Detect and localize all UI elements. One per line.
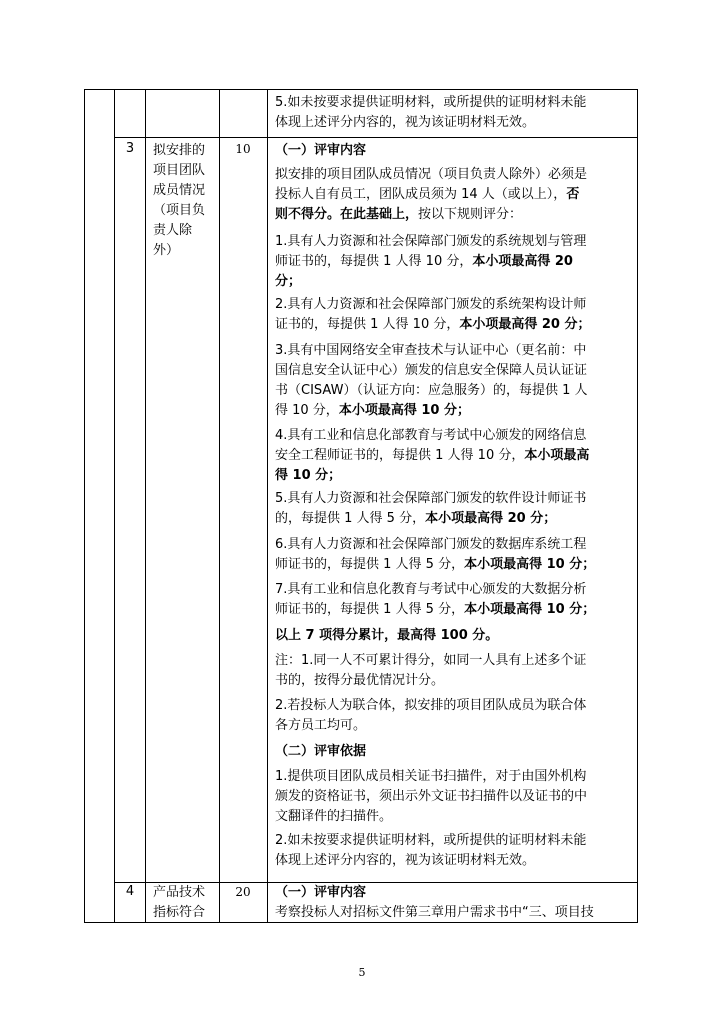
scoring-total: 以上 7 项得分累计，最高得 100 分。 (275, 628, 499, 643)
row-3-criterion-name (153, 141, 205, 261)
row-4-content: （一）评审内容 考察投标人对招标文件第三章用户需求书中“三、项目技 (275, 885, 594, 920)
continuation-cell (275, 93, 637, 133)
continuation-line: 体现上述评分内容的，视为该证明材料无效。 (275, 115, 536, 130)
table-top-border (84, 89, 638, 90)
table-border-right (637, 89, 638, 923)
row-3-seq: 3 (125, 141, 135, 156)
scoring-item-4: 4.具有工业和信息化部教育与考试中心颁发的网络信息 安全工程师证书的，每提供 1 人得 10 分，本小项最高 得 10 分； (275, 428, 590, 483)
criterion-name-line: 责人除 (153, 223, 193, 238)
row-4-criterion-name (153, 883, 205, 923)
row-4-seq: 4 (125, 884, 135, 899)
criterion-name-line: 拟安排的 (153, 143, 206, 158)
scoring-item-7: 7.具有工业和信息化教育与考试中心颁发的大数据分析 师证书的，每提供 1 人得 5 分，本小项最高得 10 分； (275, 582, 596, 617)
note-2: 2.若投标人为联合体，拟安排的项目团队成员为联合体 各方员工均可。 (275, 698, 587, 733)
criterion-name-line: 项目团队 (153, 163, 206, 178)
criterion-name-line: 外） (153, 243, 180, 258)
col-divider-4 (267, 89, 268, 923)
scoring-item-2: 2.具有人力资源和社会保障部门颁发的系统架构设计师 证书的，每提供 1 人得 10 分，本小项最高得 20 分； (275, 297, 591, 332)
scoring-item-1: 1.具有人力资源和社会保障部门颁发的系统规划与管理 师证书的，每提供 1 人得 10 分，本小项最高得 20 分； (275, 234, 587, 289)
continuation-line: 5.如未按要求提供证明材料，或所提供的证明材料未能 (275, 95, 587, 110)
criterion-name-line: 成员情况 (153, 183, 206, 198)
scoring-item-3: 3.具有中国网络安全审查技术与认证中心（更名前：中 国信息安全认证中心）颁发的信息安全保障人员认证证 书（CISAW）（认证方向：应急服务）的，每提供 1 人 得 10 分，本小项最高得 10 分； (275, 343, 588, 418)
basis-1: 1.提供项目团队成员相关证书扫描件，对于由国外机构 颁发的资格证书，须出示外文证书扫描件以及证书的中 文翻译件的扫描件。 (275, 769, 588, 824)
row-4-score: 20 (235, 885, 251, 899)
page-number: 5 (358, 966, 366, 979)
scoring-item-6: 6.具有人力资源和社会保障部门颁发的数据库系统工程 师证书的，每提供 1 人得 5 分，本小项最高得 10 分； (275, 537, 596, 572)
scoring-item-5: 5.具有人力资源和社会保障部门颁发的软件设计师证书 的，每提供 1 人得 5 分，本小项最高得 20 分； (275, 491, 587, 526)
col-divider-1 (114, 89, 115, 923)
col-divider-3 (219, 89, 220, 923)
basis-2: 2.如未按要求提供证明材料，或所提供的证明材料未能 体现上述评分内容的，视为该证明材料无效。 (275, 833, 587, 868)
criterion-name-line: 指标符合 (153, 905, 206, 920)
table-border-left (84, 89, 85, 923)
row-3-heading-content: （一）评审内容 (275, 143, 367, 158)
criterion-name-line: 产品技术 (153, 885, 206, 900)
criterion-name-line: （项目负 (153, 203, 206, 218)
row-divider-3 (114, 137, 638, 138)
row-3-heading-basis: （二）评审依据 (275, 744, 367, 759)
row-3-intro: 拟安排的项目团队成员情况（项目负责人除外）必须是 投标人自有员工，团队成员须为 14 人（或以上），否 则不得分。在此基础上，按以下规则评分： (275, 167, 588, 222)
note-1: 注：1.同一人不可累计得分，如同一人具有上述多个证 书的，按得分最优情况计分。 (275, 653, 587, 688)
row-3-score: 10 (235, 142, 251, 156)
col-divider-2 (145, 89, 146, 923)
